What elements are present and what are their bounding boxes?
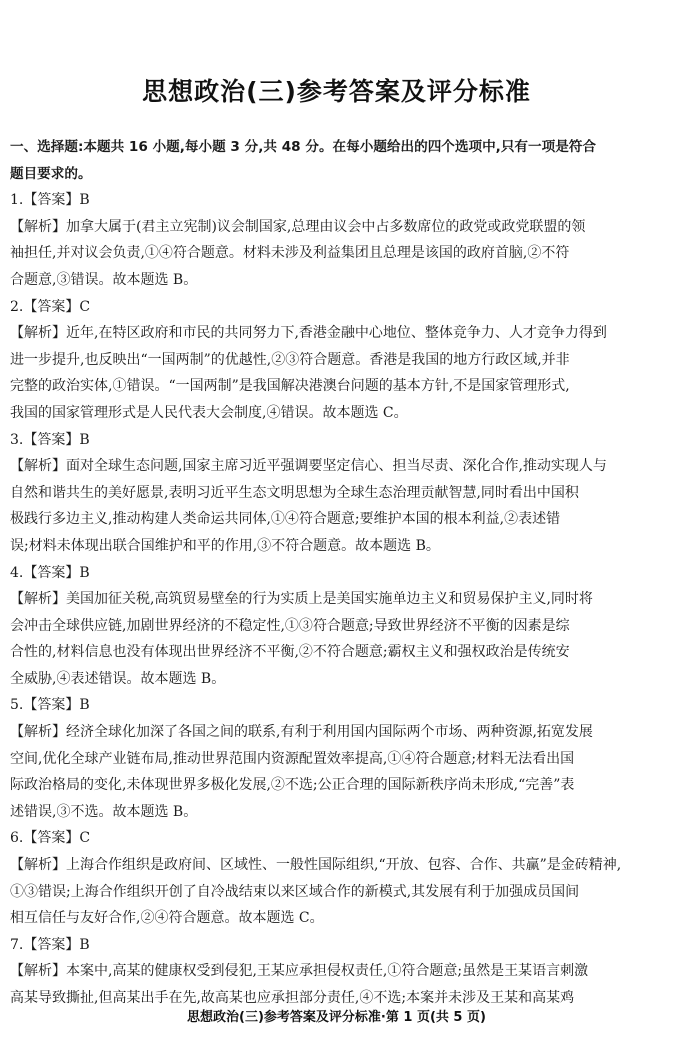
body-line: 【解析】上海合作组织是政府间、区域性、一般性国际组织,“开放、包容、合作、共赢”是金砖精神, — [10, 857, 622, 874]
body-line: 误;材料未体现出联合国维护和平的作用,③不符合题意。故本题选 B。 — [10, 537, 440, 554]
body-line: 【解析】经济全球化加深了各国之间的联系,有利于利用国内国际两个市场、两种资源,拓宽发展 — [10, 724, 593, 741]
body-line: 【解析】面对全球生态问题,国家主席习近平强调要坚定信心、担当尽责、深化合作,推动实现人与 — [10, 458, 607, 475]
body-line: 1.【答案】B — [10, 192, 90, 209]
section-header-line-1: 一、选择题:本题共 16 小题,每小题 3 分,共 48 分。在每小题给出的四个选项中,只有一项是符合 — [10, 139, 596, 155]
body-line: 3.【答案】B — [10, 431, 90, 448]
body-line: 进一步提升,也反映出“一国两制”的优越性,②③符合题意。香港是我国的地方行政区域,并非 — [10, 351, 570, 368]
body-line: 5.【答案】B — [10, 697, 90, 714]
body-line: 【解析】近年,在特区政府和市民的共同努力下,香港金融中心地位、整体竞争力、人才竞争力得到 — [10, 325, 607, 342]
body-line: 高某导致撕扯,但高某出手在先,故高某也应承担部分责任,④不选;本案并未涉及王某和高某鸡 — [10, 990, 575, 1006]
answer-lines — [10, 187, 662, 1011]
body-line: 【解析】本案中,高某的健康权受到侵犯,王某应承担侵权责任,①符合题意;虽然是王某语言刺激 — [10, 963, 589, 980]
document-title: 思想政治(三)参考答案及评分标准 — [142, 77, 531, 106]
body-line: 际政治格局的变化,未体现世界多极化发展,②不选;公正合理的国际新秩序尚未形成,“完善”表 — [10, 777, 575, 794]
body-line: 6.【答案】C — [10, 830, 91, 847]
body-line: 述错误,③不选。故本题选 B。 — [10, 803, 198, 820]
body-line: 【解析】美国加征关税,高筑贸易壁垒的行为实质上是美国实施单边主义和贸易保护主义,同时将 — [10, 591, 593, 608]
body-line: 自然和谐共生的美好愿景,表明习近平生态文明思想为全球生态治理贡献智慧,同时看出中国积 — [10, 484, 579, 501]
section-header-line-2: 题目要求的。 — [10, 165, 92, 182]
body-line: 4.【答案】B — [10, 564, 90, 581]
body-line: 会冲击全球供应链,加剧世界经济的不稳定性,①③符合题意;导致世界经济不平衡的因素是综 — [10, 617, 570, 634]
body-line: 合性的,材料信息也没有体现出世界经济不平衡,②不符合题意;霸权主义和强权政治是传统安 — [10, 644, 570, 661]
body-line: ①③错误;上海合作组织开创了自冷战结束以来区域合作的新模式,其发展有利于加强成员国间 — [10, 883, 580, 900]
body-line: 合题意,③错误。故本题选 B。 — [10, 271, 198, 288]
body-line: 我国的国家管理形式是人民代表大会制度,④错误。故本题选 C。 — [10, 404, 408, 421]
body-line: 【解析】加拿大属于(君主立宪制)议会制国家,总理由议会中占多数席位的政党或政党联盟的领 — [10, 218, 586, 235]
body-line: 空间,优化全球产业链布局,推动世界范围内资源配置效率提高,①④符合题意;材料无法看出国 — [10, 750, 575, 767]
body-line: 完整的政治实体,①错误。“一国两制”是我国解决港澳台问题的基本方针,不是国家管理形式, — [10, 378, 570, 395]
body-line: 相互信任与友好合作,②④符合题意。故本题选 C。 — [10, 910, 324, 927]
body-line: 极践行多边主义,推动构建人类命运共同体,①④符合题意;要维护本国的根本利益,②表述错 — [10, 511, 561, 528]
body-line: 2.【答案】C — [10, 298, 91, 315]
body-line: 7.【答案】B — [10, 936, 90, 953]
page-footer: 思想政治(三)参考答案及评分标准·第 1 页(共 5 页) — [187, 1010, 486, 1025]
body-line: 袖担任,并对议会负责,①④符合题意。材料未涉及利益集团且总理是该国的政府首脑,②不符 — [10, 245, 570, 262]
body-line: 全威胁,④表述错误。故本题选 B。 — [10, 670, 226, 687]
document-body — [10, 134, 662, 1012]
